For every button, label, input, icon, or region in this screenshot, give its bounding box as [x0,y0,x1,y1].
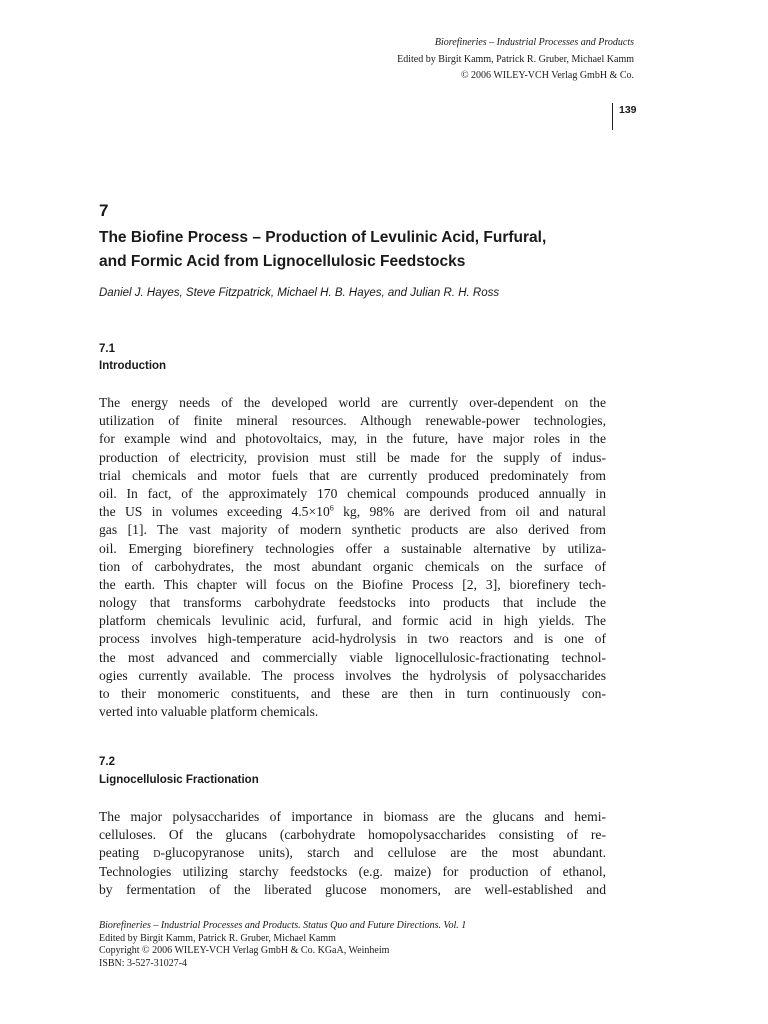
text-line: oil. In fact, of the approximately 170 chemical compounds produced annually in [99,485,606,501]
text-line: trial chemicals and motor fuels that are currently produced predominately from [99,467,606,483]
footer-editors: Edited by Birgit Kamm, Patrick R. Gruber, Michael Kamm [99,932,336,944]
text-line: the most advanced and commercially viable lignocellulosic-fractionating technol- [99,649,606,665]
text-fragment: -glucopyranose units), starch and cellulose are the most abundant. [160,845,606,861]
chapter-authors: Daniel J. Hayes, Steve Fitzpatrick, Michael H. B. Hayes, and Julian R. H. Ross [99,287,500,299]
text-line: the earth. This chapter will focus on the Biofine Process [2, 3], biorefinery tech- [99,576,606,592]
text-line: utilization of finite mineral resources. Although renewable-power technologies, [99,413,606,429]
chapter-title [99,226,639,274]
header-copyright: © 2006 WILEY-VCH Verlag GmbH & Co. [460,70,634,81]
footer-series-title: Biorefineries – Industrial Processes and Products. Status Quo and Future Directions. Vol. 1 [99,920,467,931]
chapter-title-line-2: and Formic Acid from Lignocellulosic Feedstocks [99,253,466,270]
text-line [99,844,606,862]
text-line: Technologies utilizing starchy feedstocks (e.g. maize) for production of ethanol, [99,863,606,879]
text-line: production of electricity, provision must still be made for the supply of indus- [99,449,606,465]
section-number: 7.1 [99,343,115,355]
footer-copyright: Copyright © 2006 WILEY-VCH Verlag GmbH & Co. KGaA, Weinheim [99,945,390,956]
footer-isbn: ISBN: 3-527-31027-4 [99,957,188,969]
chapter-title-line-1: The Biofine Process – Production of Levulinic Acid, Furfural, [99,229,547,246]
running-header [397,35,634,85]
chapter-number: 7 [99,201,109,220]
text-line: ogies currently available. The process involves the hydrolysis of polysaccharides [99,667,606,683]
text-line: platform chemicals levulinic acid, furfural, and formic acid in high yields. The [99,613,606,629]
text-line: for example wind and photovoltaics, may, in the future, have major roles in the [99,431,606,447]
text-line: nology that transforms carbohydrate feedstocks into products that include the [99,595,606,611]
text-fragment: kg, 98% are derived from oil and natural [333,504,606,520]
section-number: 7.2 [99,756,115,768]
text-line: verted into valuable platform chemicals. [99,704,319,720]
text-line [99,503,606,521]
text-line: tion of carbohydrates, the most abundant organic chemicals on the surface of [99,558,606,574]
text-line: celluloses. Of the glucans (carbohydrate homopolysaccharides consisting of re- [99,827,606,843]
section-7-2-paragraph [99,808,606,899]
text-line: gas [1]. The vast majority of modern synthetic products are also derived from [99,522,606,538]
text-line: process involves high-temperature acid-hydrolysis in two reactors and is one of [99,631,606,647]
section-title: Introduction [99,360,167,372]
text-line: The energy needs of the developed world are currently over-dependent on the [99,395,606,410]
text-line: to their monomeric constituents, and these are then in turn continuously con- [99,686,606,701]
section-7-1-paragraph [99,394,606,721]
small-caps-d: d [153,845,161,861]
page-footer [99,920,466,970]
text-line: The major polysaccharides of importance in biomass are the glucans and hemi- [99,809,606,824]
header-book-title: Biorefineries – Industrial Processes and Products [434,37,634,48]
text-fragment: the US in volumes exceeding 4.5×10 [99,504,330,520]
text-fragment: peating [99,845,154,861]
text-line: by fermentation of the liberated glucose monomers, are well-established and [99,881,606,897]
section-title: Lignocellulosic Fractionation [99,774,259,786]
superscript: 6 [329,503,334,513]
header-editors: Edited by Birgit Kamm, Patrick R. Gruber, Michael Kamm [397,53,634,65]
page-number-rule [612,103,613,130]
text-line: oil. Emerging biorefinery technologies offer a sustainable alternative by utiliza- [99,540,606,556]
page-number: 139 [619,104,637,116]
